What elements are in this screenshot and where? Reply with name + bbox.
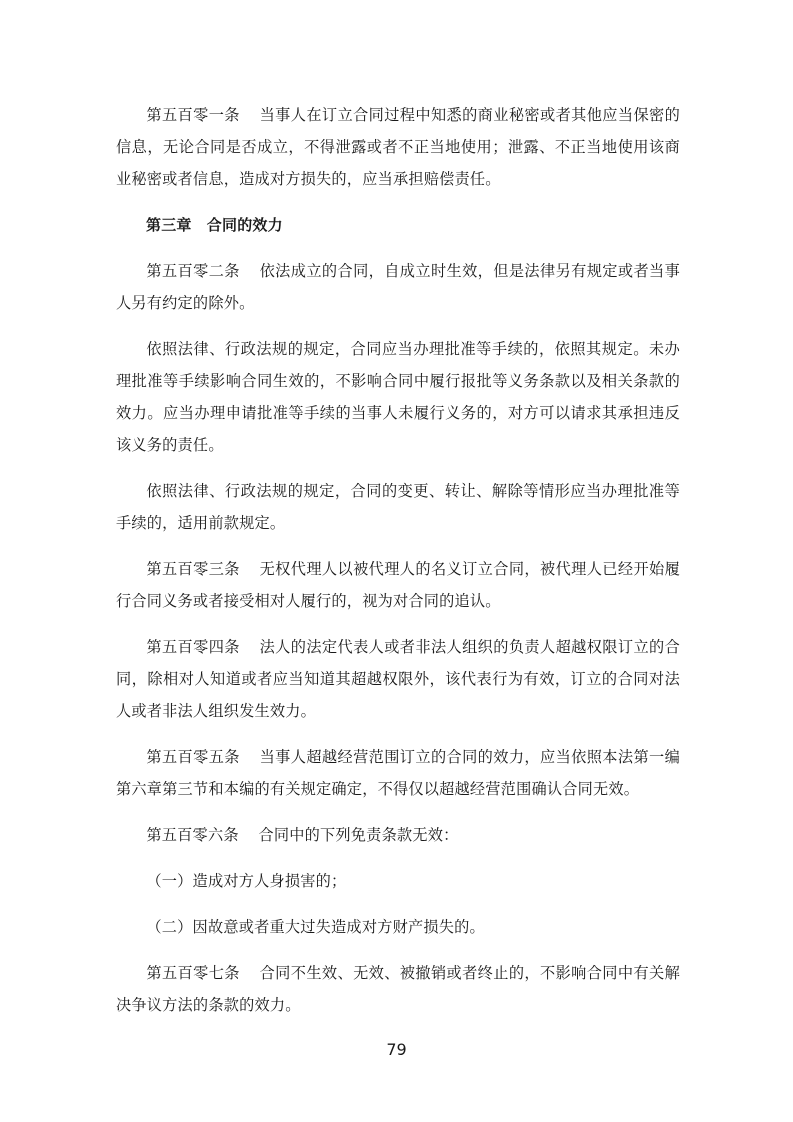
article-502-paragraph-2: 依照法律、行政法规的规定，合同应当办理批准等手续的，依照其规定。未办理批准等手续影响合同生效的，不影响合同中履行报批等义务条款以及相关条款的效力。应当办理申请批准等手续的当事人未履行义务的，对方可以请求其承担违反该义务的责任。 bbox=[116, 340, 680, 454]
article-number: 第五百零七条 bbox=[146, 964, 240, 982]
article-text: 合同中的下列免责条款无效： bbox=[258, 826, 459, 844]
article-507 bbox=[116, 957, 680, 1021]
article-number: 第五百零一条 bbox=[146, 106, 240, 124]
article-503 bbox=[116, 553, 680, 617]
article-text: 依法成立的合同，自成立时生效，但是法律另有规定或者当事人另有约定的除外。 bbox=[116, 262, 680, 312]
chapter-heading: 第三章 合同的效力 bbox=[146, 216, 283, 234]
article-506 bbox=[116, 819, 680, 851]
article-text: 法人的法定代表人或者非法人组织的负责人超越权限订立的合同，除相对人知道或者应当知道其超越权限外，该代表行为有效，订立的合同对法人或者非法人组织发生效力。 bbox=[116, 638, 680, 720]
article-number: 第五百零四条 bbox=[146, 638, 240, 656]
page-number: 79 bbox=[386, 1040, 407, 1059]
article-number: 第五百零六条 bbox=[146, 826, 239, 844]
article-504 bbox=[116, 631, 680, 727]
article-text: 无权代理人以被代理人的名义订立合同，被代理人已经开始履行合同义务或者接受相对人履行的，视为对合同的追认。 bbox=[116, 560, 680, 610]
article-number: 第五百零五条 bbox=[146, 748, 240, 766]
article-number: 第五百零三条 bbox=[146, 560, 240, 578]
document-body bbox=[116, 99, 680, 1035]
article-text: 合同不生效、无效、被撤销或者终止的，不影响合同中有关解决争议方法的条款的效力。 bbox=[116, 964, 680, 1014]
article-502 bbox=[116, 255, 680, 319]
article-506-item-1: （一）造成对方人身损害的； bbox=[146, 872, 347, 890]
article-text: 当事人超越经营范围订立的合同的效力，应当依照本法第一编第六章第三节和本编的有关规定确定，不得仅以超越经营范围确认合同无效。 bbox=[116, 748, 680, 798]
article-502-paragraph-3: 依照法律、行政法规的规定，合同的变更、转让、解除等情形应当办理批准等手续的，适用前款规定。 bbox=[116, 482, 680, 532]
article-506-item-2: （二）因故意或者重大过失造成对方财产损失的。 bbox=[146, 918, 485, 936]
article-text: 当事人在订立合同过程中知悉的商业秘密或者其他应当保密的信息，无论合同是否成立，不得泄露或者不正当地使用；泄露、不正当地使用该商业秘密或者信息，造成对方损失的，应当承担赔偿责任。 bbox=[116, 106, 680, 188]
article-501 bbox=[116, 99, 680, 195]
article-505 bbox=[116, 741, 680, 805]
article-number: 第五百零二条 bbox=[146, 262, 240, 280]
